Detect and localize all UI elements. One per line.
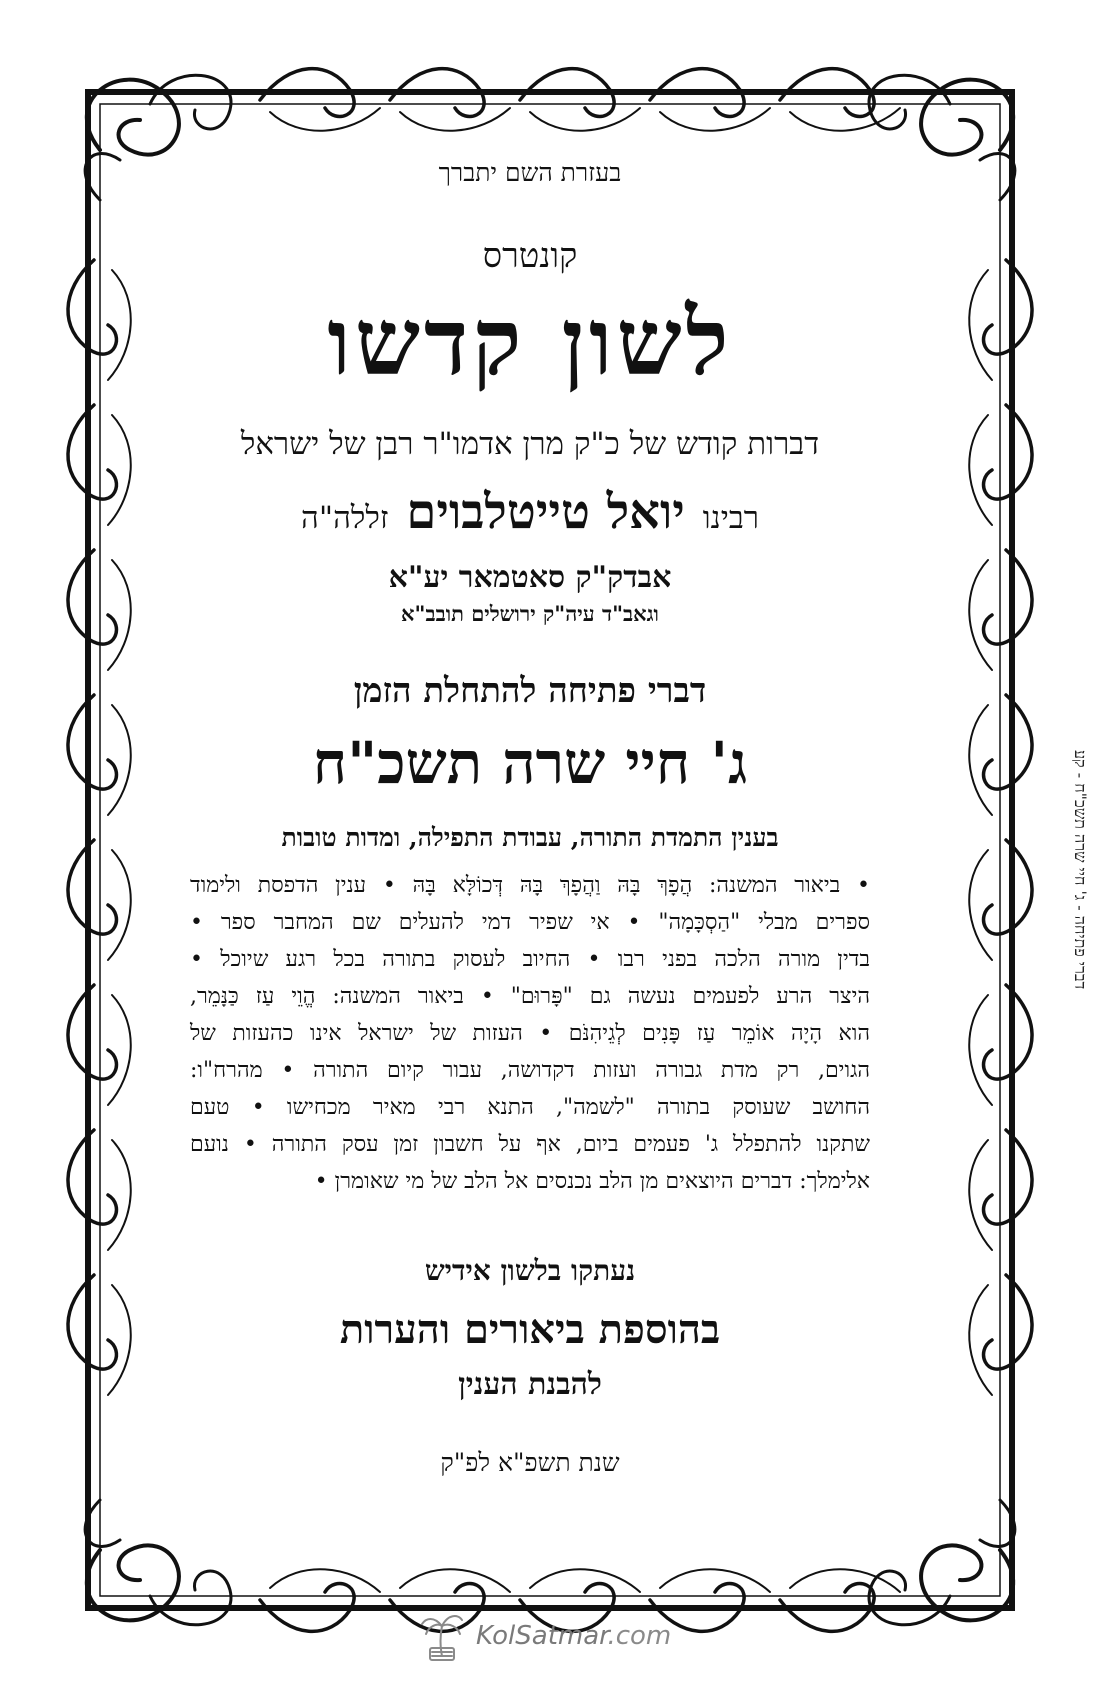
swirl-stroke	[984, 405, 1032, 499]
swirl-stroke	[108, 415, 131, 525]
swirl-stroke	[270, 1569, 380, 1592]
top-border-swirls	[260, 69, 900, 131]
side-running-header: דברי פתיחה - ג' חיי שרה תשכ"ח - קע	[1071, 750, 1090, 990]
swirl-stroke	[108, 705, 131, 815]
swirl-stroke	[984, 695, 1032, 789]
swirl-stroke	[108, 850, 131, 960]
author-prefix: רבינו	[702, 500, 760, 536]
summary-line: בדין מורה הלכה בפני רבו • החיוב לעסוק בתורה בכל רגע שיוכל •	[190, 947, 870, 972]
swirl-stroke	[969, 415, 992, 525]
addition-line-2: להבנת הענין	[458, 1367, 602, 1402]
author-title-1: אבדק"ק סאטמאר יע"א	[388, 560, 672, 595]
speech-date: ג' חיי שרה תשכ"ח	[312, 729, 748, 797]
swirl-stroke	[530, 108, 640, 131]
swirl-stroke	[660, 108, 770, 131]
summary-line: הוא הָיָה אוֹמֵר עַז פָּנִים לְגֵיהִנֹּם • העזות של ישראל אינו כהעזות של	[190, 1021, 870, 1046]
logo-text	[476, 1621, 671, 1651]
topics-line: בענין התמדת התורה, עבודת התפילה, ומדות טובות	[281, 823, 779, 852]
subtitle-line: דברות קודש של כ"ק מרן אדמו"ר רבן של ישראל	[240, 426, 820, 462]
swirl-stroke	[68, 840, 116, 934]
swirl-stroke	[400, 108, 510, 131]
swirl-stroke	[969, 1140, 992, 1250]
author-title-2: וגאב"ד עיה"ק ירושלים תובב"א	[401, 601, 659, 626]
summary-line: היצר הרע לפעמים נעשה גם "פָּרוּם" • ביאור המשנה: הֱוֵי עַז כַּנָּמֵר,	[190, 984, 870, 1009]
swirl-stroke	[68, 695, 116, 789]
addition-line-1: בהוספת ביאורים והערות	[339, 1306, 721, 1353]
page-content	[170, 150, 890, 1478]
swirl-stroke	[969, 1285, 992, 1395]
summary-line: שתקנו להתפלל ג' פעמים ביום, אף על חשבון זמן עסק התורה • נועם	[190, 1132, 870, 1157]
swirl-stroke	[108, 1140, 131, 1250]
summary-line: אלימלך: דברים היוצאים מן הלב נכנסים אל הלב של מי שאומרן •	[314, 1169, 870, 1194]
header-blessing: בעזרת השם יתברך	[438, 158, 622, 187]
swirl-stroke	[270, 108, 380, 131]
author-row	[170, 484, 890, 540]
swirl-stroke	[68, 1130, 116, 1224]
main-title: לשון קדשו	[327, 288, 733, 396]
kolsatmar-logo	[418, 1608, 671, 1664]
logo-name: KolSatmar	[476, 1621, 608, 1651]
swirl-stroke	[969, 705, 992, 815]
palm-tree-icon	[418, 1608, 466, 1664]
swirl-stroke	[984, 260, 1032, 354]
author-name: יואל טייטלבוים	[406, 484, 685, 540]
swirl-stroke	[660, 1569, 770, 1592]
kuntres-label: קונטרס	[482, 236, 578, 276]
swirl-stroke	[108, 995, 131, 1105]
swirl-stroke	[400, 1569, 510, 1592]
summary-line: ספרים מבלי "הַסְכָּמָה" • אי שפיר דמי להעלים שם המחבר ספר •	[190, 910, 870, 935]
swirl-stroke	[68, 260, 116, 354]
author-suffix: זללה"ה	[300, 500, 389, 536]
swirl-stroke	[108, 270, 131, 380]
swirl-stroke	[68, 550, 116, 644]
speech-title: דברי פתיחה להתחלת הזמן	[353, 671, 707, 711]
swirl-stroke	[984, 985, 1032, 1079]
swirl-stroke	[969, 995, 992, 1105]
swirl-stroke	[984, 1275, 1032, 1369]
swirl-stroke	[108, 1285, 131, 1395]
translation-note: נעתקו בלשון אידיש	[424, 1254, 636, 1287]
swirl-stroke	[68, 1275, 116, 1369]
swirl-stroke	[984, 1130, 1032, 1224]
summary-paragraph	[190, 867, 870, 1200]
swirl-stroke	[969, 270, 992, 380]
swirl-stroke	[68, 405, 116, 499]
swirl-stroke	[969, 560, 992, 670]
summary-line: הגוים, רק מדת גבורה ועזות דקדושה, עבור קיום התורה • מהרח"ו:	[190, 1058, 870, 1083]
summary-line: החושב שעוסק בתורה "לשמה", התנא רבי מאיר מכחישו • טעם	[190, 1095, 870, 1120]
summary-line: • ביאור המשנה: הֲפָךְ בָּהּ וַהֲפָךְ בָּהּ דְּכוֹלָּא בָּהּ • ענין הדפסת ולימוד	[190, 873, 870, 898]
swirl-stroke	[108, 560, 131, 670]
swirl-stroke	[530, 1569, 640, 1592]
swirl-stroke	[984, 840, 1032, 934]
swirl-stroke	[68, 985, 116, 1079]
publication-year: שנת תשפ"א לפ"ק	[440, 1448, 620, 1477]
swirl-stroke	[969, 850, 992, 960]
swirl-stroke	[984, 550, 1032, 644]
logo-suffix: .com	[607, 1621, 672, 1651]
